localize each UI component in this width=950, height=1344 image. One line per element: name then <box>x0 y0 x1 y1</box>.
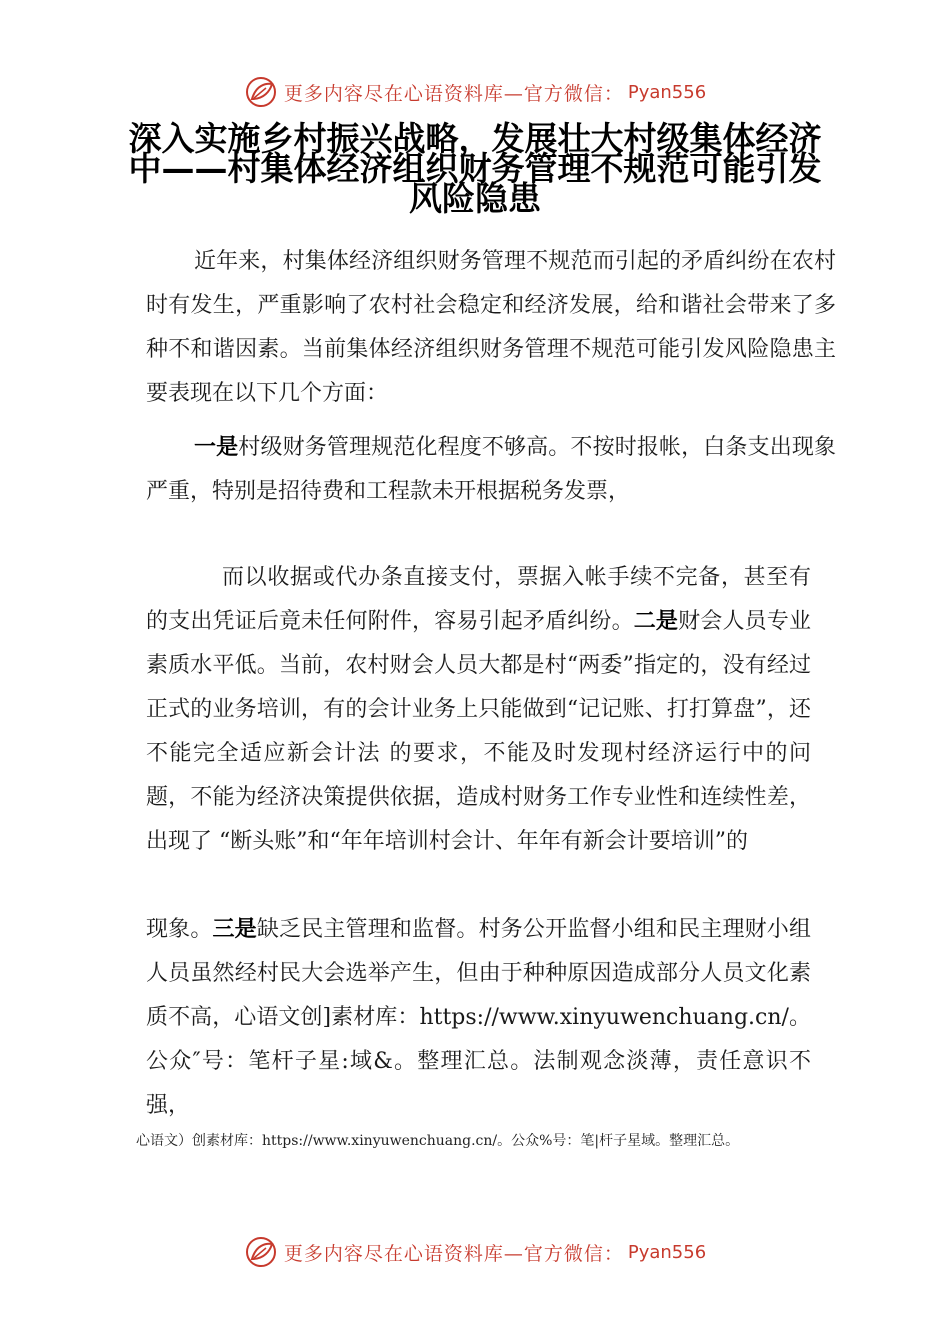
point-three-text: 缺乏民主管理和监督。村务公开监督小组和民主理财小组人员虽然经村民大会选举产生，但由于种种原因造成部分人员文化素质不高，心语文创]素材库：https://www.xinyuwenchuang.cn/。公众″号：笔杆子星:域&。整理汇总。法制观念淡薄，责任意识不强， <box>146 917 811 1118</box>
point-one-text: 村级财务管理规范化程度不够高。不按时报帐，白条支出现象严重，特别是招待费和工程款未开根据税务发票， <box>146 435 836 504</box>
header-banner <box>0 72 950 112</box>
leaf-logo-icon <box>244 1235 278 1269</box>
leaf-logo-icon <box>244 75 278 109</box>
paragraph-point-two <box>146 556 811 864</box>
banner-text: 更多内容尽在心语资料库—官方微信： <box>283 82 624 105</box>
point-one-lead: 一是 <box>194 435 239 460</box>
footnote-watermark: 心语文）创素材库：https://www.xinyuwenchuang.cn/。公众%号：笔|杆子星域。整理汇总。 <box>136 1133 740 1149</box>
page-title: 深入实施乡村振兴战略，发展壮大村级集体经济中——村集体经济组织财务管理不规范可能引发风险隐患 <box>128 119 822 218</box>
point-two-text: 财会人员专业素质水平低。当前，农村财会人员大都是村“两委”指定的，没有经过正式的业务培训，有的会计业务上只能做到“记记账、打打算盘”，还不能完全适应新会计法 的要求，不能及时发现村经济运行中的问题，不能为经济决策提供依据，造成村财务工作专业性和连续性差，出现了 “断头账”和“年年培训村会计、年年有新会计要培训”的 <box>146 609 811 854</box>
point-two-lead: 二是 <box>633 609 679 634</box>
paragraph-intro: 近年来，村集体经济组织财务管理不规范而引起的矛盾纠纷在农村时有发生，严重影响了农村社会稳定和经济发展，给和谐社会带来了多种不和谐因素。当前集体经济组织财务管理不规范可能引发风险隐患主要表现在以下几个方面： <box>146 249 836 406</box>
footer-banner <box>0 1232 950 1272</box>
banner-wechat-id: Pyan556 <box>627 1241 707 1263</box>
banner-wechat-id: Pyan556 <box>627 81 707 103</box>
point-one-continued: 而以收据或代办条直接支付，票据入帐手续不完备，甚至有的支出凭证后竟未任何附件，容易引起矛盾纠纷。 <box>146 565 811 634</box>
point-three-lead: 三是 <box>212 917 257 942</box>
paragraph-point-three <box>146 908 811 1128</box>
banner-text: 更多内容尽在心语资料库—官方微信： <box>283 1242 624 1265</box>
paragraph-point-one <box>146 426 836 514</box>
point-two-continued: 现象。 <box>146 917 213 942</box>
